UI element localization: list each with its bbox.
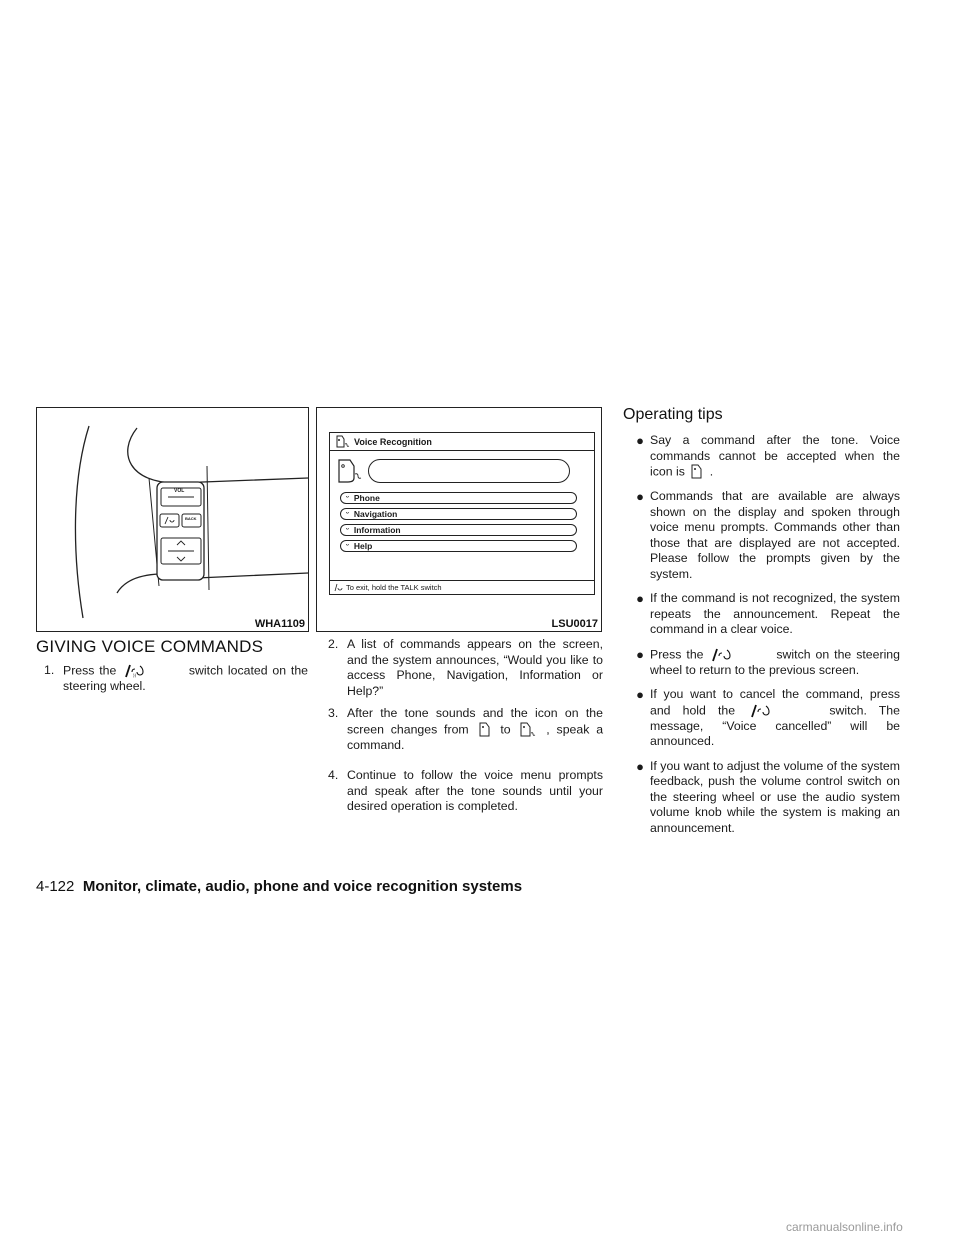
- tip-text: If you want to adjust the volume of the system feedback, push the volume control switch on the steering wheel or use the audio system volume knob while the system is making an announcement.: [650, 758, 900, 835]
- talk-switch-icon: [749, 703, 773, 719]
- svg-text:)): )): [133, 673, 137, 678]
- bullet: ●: [636, 591, 644, 606]
- bullet: ●: [636, 646, 644, 662]
- listening-face-icon: [690, 464, 704, 480]
- step-number: 1.: [44, 663, 55, 677]
- voice-input-field: [368, 459, 570, 483]
- voice-cmd-icon: ᵕ: [346, 542, 349, 549]
- tip-text: If the command is not recognized, the system repeats the announcement. Repeat the command in a clear voice.: [650, 591, 900, 636]
- command-information[interactable]: [340, 524, 577, 536]
- voice-recognition-screen: [329, 432, 595, 595]
- tip-text-before: If you want to cancel the command, press and hold the: [650, 687, 900, 717]
- tips-list: [630, 433, 900, 836]
- steering-wheel-illustration: [37, 408, 308, 631]
- talk-switch-icon: [123, 663, 147, 679]
- bullet: ●: [636, 489, 644, 504]
- step-text-before: Press the: [63, 663, 117, 678]
- command-help[interactable]: [340, 540, 577, 552]
- tip-item: [630, 647, 900, 679]
- talk-switch-icon: [333, 583, 343, 592]
- step-number: 2.: [328, 637, 339, 651]
- voice-cmd-icon: ᵕ: [346, 510, 349, 517]
- voice-cmd-icon: ᵕ: [346, 526, 349, 533]
- command-phone[interactable]: [340, 492, 577, 504]
- section-subheading: Operating tips: [623, 406, 723, 423]
- back-switch-label: BACK: [185, 516, 197, 521]
- tip-text: Commands that are available are always shown on the display and spoken through voice menu prompts. Commands other than those that are displayed are not accepted. Please follow the prompts given by the system.: [650, 489, 900, 581]
- tip-text-after: .: [709, 464, 714, 479]
- voice-cmd-icon: ᵕ: [346, 494, 349, 501]
- figure-code: WHA1109: [254, 618, 305, 630]
- listening-face-icon: [478, 722, 492, 738]
- vol-switch-label: VOL: [174, 488, 185, 494]
- page-footer: [36, 878, 522, 896]
- step-text: Continue to follow the voice menu prompts and speak after the tone sounds until your desired operation is completed.: [347, 768, 603, 813]
- voice-recognition-figure: [316, 407, 602, 632]
- watermark: carmanualsonline.info: [786, 1220, 903, 1234]
- command-label: Phone: [353, 493, 380, 503]
- step-text-after: , speak a command.: [347, 721, 604, 752]
- tip-text-after: switch. The message, “Voice cancelled” will be announced.: [650, 702, 900, 748]
- steering-wheel-figure: [36, 407, 309, 632]
- speaking-face-icon: [519, 722, 537, 738]
- screen-footer-text: To exit, hold the TALK switch: [346, 583, 442, 592]
- step-1: [44, 663, 308, 695]
- page-number: 4-122: [36, 878, 75, 895]
- talk-switch-icon: [710, 647, 734, 663]
- tip-text-before: Say a command after the tone. Voice commands cannot be accepted when the icon is: [650, 433, 900, 479]
- step-2: [328, 637, 603, 699]
- section-heading: GIVING VOICE COMMANDS: [36, 637, 264, 656]
- bullet: ●: [636, 758, 644, 774]
- bullet: ●: [636, 687, 644, 702]
- tip-text-after: switch on the steering wheel to return to the previous screen.: [650, 646, 900, 677]
- screen-footer: [330, 580, 594, 594]
- step-3: [328, 706, 603, 753]
- tip-item: [630, 433, 900, 480]
- step-number: 4.: [328, 768, 339, 782]
- step-text-before: After the tone sounds and the icon on the screen changes from: [347, 706, 603, 736]
- bullet: ●: [636, 433, 644, 448]
- tip-item: [630, 591, 900, 638]
- tip-item: [630, 489, 900, 582]
- figure-code: LSU0017: [551, 618, 598, 630]
- step-text-middle: to: [500, 721, 511, 736]
- screen-title: Voice Recognition: [354, 436, 432, 447]
- tip-item: [630, 759, 900, 837]
- speaking-face-icon: [336, 458, 362, 484]
- step-number: 3.: [328, 706, 339, 720]
- chapter-title: Monitor, climate, audio, phone and voice recognition systems: [82, 878, 523, 895]
- command-navigation[interactable]: [340, 508, 577, 520]
- screen-title-bar: [330, 433, 594, 451]
- voice-recognition-icon: [334, 435, 352, 449]
- tip-text-before: Press the: [650, 646, 704, 661]
- tip-item: [630, 687, 900, 750]
- step-text-after: switch located on the steering wheel.: [63, 663, 309, 693]
- step-text: A list of commands appears on the screen, and the system announces, “Would you like to access Phone, Navigation, Information or Help?”: [347, 637, 603, 698]
- step-4: [328, 768, 603, 815]
- command-label: Navigation: [353, 509, 398, 519]
- command-label: Information: [353, 525, 401, 535]
- command-label: Help: [353, 541, 373, 551]
